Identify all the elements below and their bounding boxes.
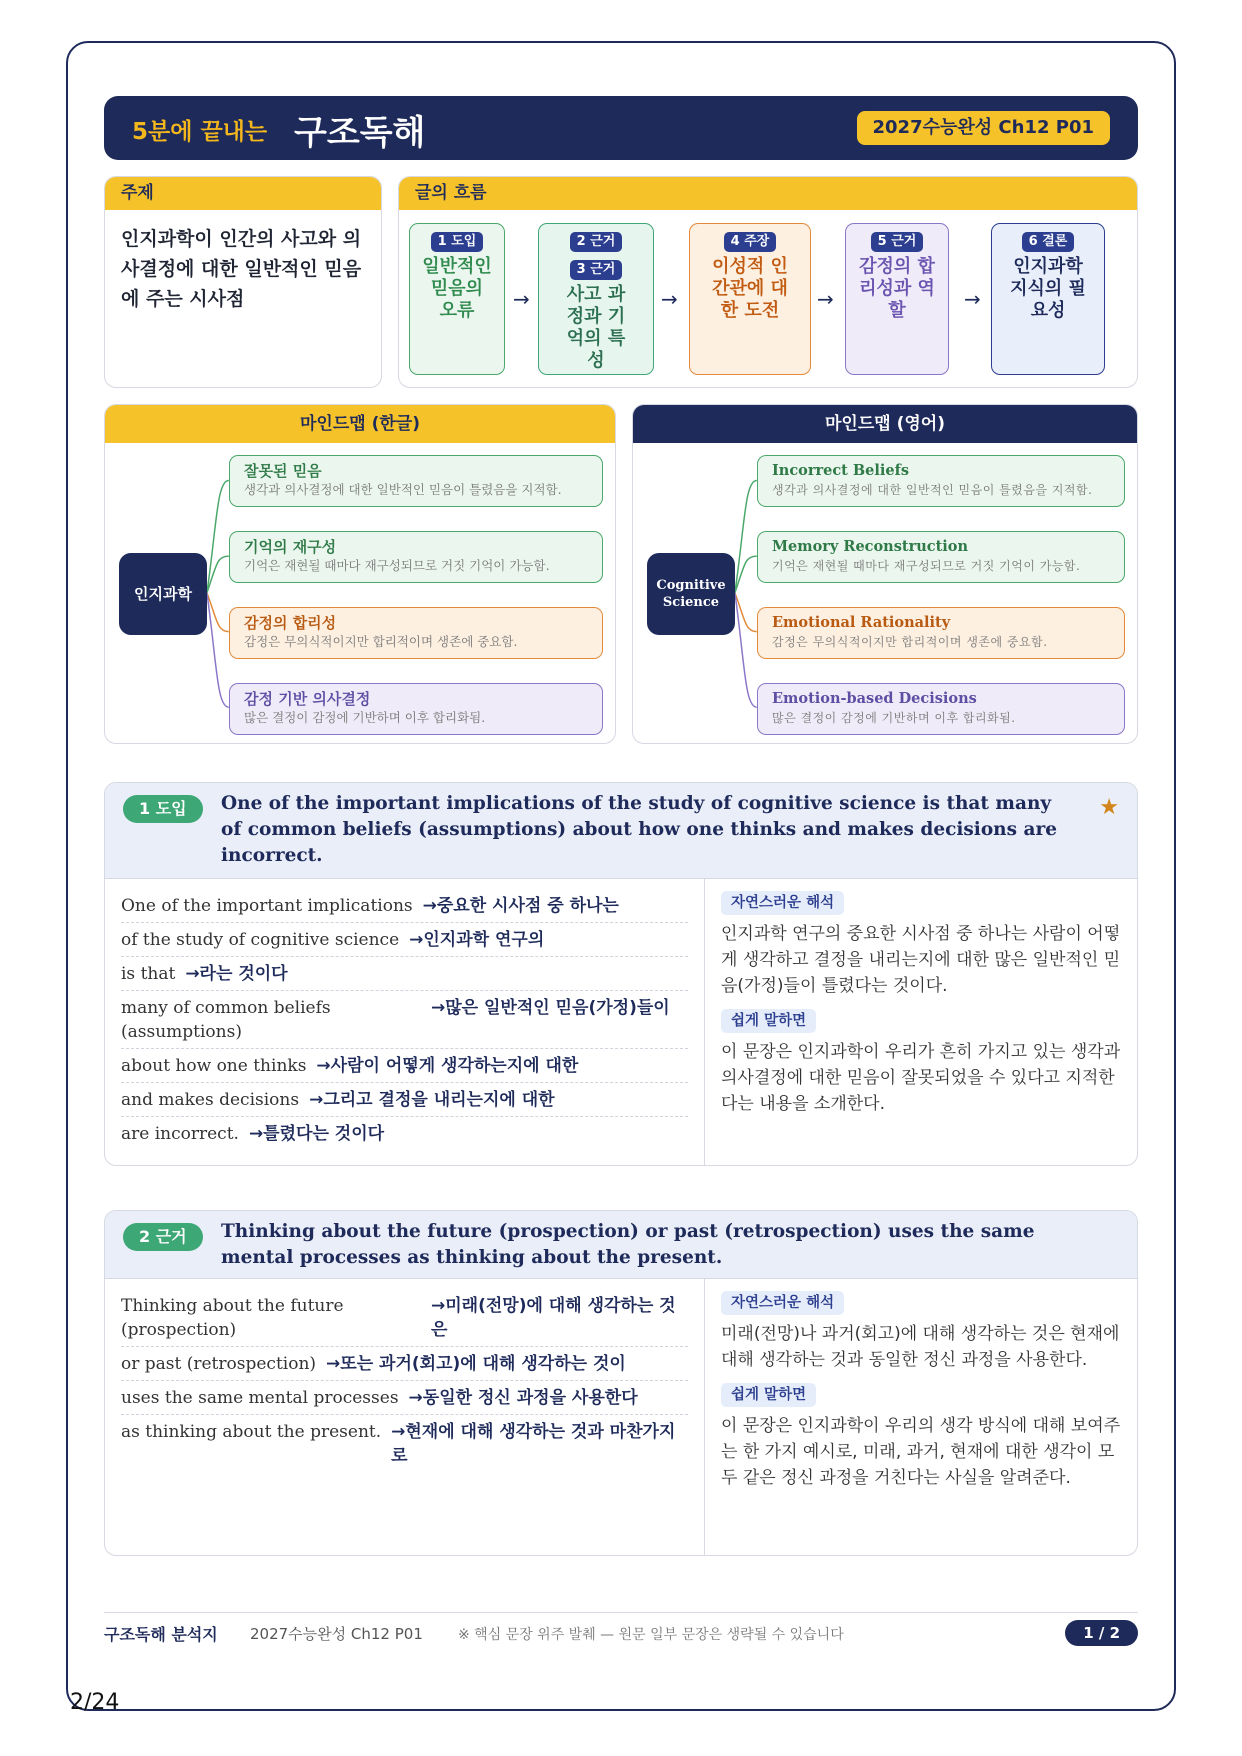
chunk-korean: →동일한 정신 과정을 사용한다	[408, 1388, 638, 1408]
interpretation-panel	[705, 879, 1137, 1165]
sentence-section-2	[104, 1210, 1138, 1556]
chunk-row	[121, 957, 688, 991]
flow-step-text: 인지과학 지식의 필요성	[1010, 256, 1086, 321]
theme-heading: 주제	[105, 177, 381, 210]
chunk-list	[105, 879, 705, 1165]
chunk-english: and makes decisions	[121, 1090, 300, 1110]
theme-text: 인지과학이 인간의 사고와 의사결정에 대한 일반적인 믿음에 주는 시사점	[121, 228, 362, 310]
chunk-korean: →틀렸다는 것이다	[248, 1124, 385, 1144]
flow-step-text: 사고 과정과 기억의 특성	[566, 284, 626, 371]
brand-subtitle: 5분에 끝내는	[132, 119, 268, 145]
mindmap-node-title: Incorrect Beliefs	[772, 462, 910, 479]
easy-explanation: 이 문장은 인지과학이 우리의 생각 방식에 대해 보여주는 한 가지 예시로, 미래, 과거, 현재에 대한 생각이 모두 같은 정신 과정을 거친다는 사실을 알려준다.	[721, 1416, 1121, 1488]
mindmap-node	[229, 531, 603, 583]
mindmap-node-title: 감정 기반 의사결정	[244, 690, 371, 708]
source-badge: 2027수능완성 Ch12 P01	[857, 111, 1111, 145]
chunk-english: uses the same mental processes	[121, 1388, 399, 1408]
theme-panel	[104, 176, 382, 388]
footer-source: 2027수능완성 Ch12 P01	[250, 1625, 423, 1643]
chunk-korean: →미래(전망)에 대해 생각하는 것은	[431, 1296, 676, 1340]
natural-translation: 인지과학 연구의 중요한 시사점 중 하나는 사람이 어떻게 생각하고 결정을 내리는지에 대한 많은 일반적인 믿음(가정)들이 틀렸다는 것이다.	[721, 924, 1121, 996]
chunk-row	[121, 991, 688, 1049]
chunk-row	[121, 1117, 688, 1150]
sentence-section-1	[104, 782, 1138, 1166]
mindmap-center-node	[647, 553, 735, 635]
mindmap-node	[757, 455, 1125, 507]
mindmap-node-title: 잘못된 믿음	[244, 462, 322, 480]
mindmap-node-desc: 감정은 무의식적이지만 합리적이며 생존에 중요함.	[244, 634, 518, 649]
flow-heading: 글의 흐름	[399, 177, 1137, 210]
chunk-korean: →그리고 결정을 내리는지에 대한	[309, 1090, 555, 1110]
header-banner	[104, 96, 1138, 160]
flow-arrow-icon: →	[661, 287, 678, 311]
easy-explanation-label: 쉽게 말하면	[721, 1383, 816, 1407]
footer-title: 구조독해 분석지	[104, 1625, 218, 1644]
mindmap-node-desc: 생각과 의사결정에 대한 일반적인 믿음이 틀렸음을 지적함.	[244, 482, 562, 497]
chunk-row	[121, 1049, 688, 1083]
chunk-english: or past (retrospection)	[121, 1354, 317, 1374]
sentence-english: Thinking about the future (prospection) or past (retrospection) uses the same mental processes as thinking about the present.	[221, 1221, 1035, 1268]
flow-step-evidence	[538, 223, 654, 375]
chunk-english: of the study of cognitive science	[121, 930, 400, 950]
flow-step-tag: 6 결론	[1022, 232, 1075, 252]
flow-step-tag: 3 근거	[570, 260, 623, 280]
chunk-english: One of the important implications	[121, 896, 413, 916]
chunk-english: many of common beliefs (assumptions)	[121, 998, 331, 1042]
chunk-korean: →사람이 어떻게 생각하는지에 대한	[316, 1056, 579, 1076]
chunk-row	[121, 1381, 688, 1415]
chunk-row	[121, 1347, 688, 1381]
chunk-row	[121, 889, 688, 923]
mindmap-node	[757, 607, 1125, 659]
mindmap-node-desc: 생각과 의사결정에 대한 일반적인 믿음이 틀렸음을 지적함.	[772, 483, 1093, 497]
star-icon: ★	[1099, 795, 1119, 820]
chunk-korean: →또는 과거(회고)에 대해 생각하는 것이	[326, 1354, 626, 1374]
mindmap-center-node: 인지과학	[119, 553, 207, 635]
chunk-korean: →현재에 대해 생각하는 것과 마찬가지로	[391, 1422, 676, 1466]
mindmap-korean	[104, 404, 616, 744]
mindmap-node	[229, 607, 603, 659]
sentence-role-tag: 1 도입	[123, 795, 203, 823]
mindmap-node	[757, 531, 1125, 583]
flow-step-text: 이성적 인간관에 대한 도전	[712, 256, 788, 321]
mindmap-english	[632, 404, 1138, 744]
flow-arrow-icon: →	[964, 287, 981, 311]
mindmap-center-line: Cognitive	[656, 578, 726, 593]
natural-translation-label: 자연스러운 해석	[721, 891, 844, 915]
chunk-english: about how one thinks	[121, 1056, 307, 1076]
chunk-english: are incorrect.	[121, 1124, 239, 1144]
mindmap-node-desc: 많은 결정이 감정에 기반하며 이후 합리화됨.	[244, 710, 486, 725]
mindmap-node-desc: 기억은 재현될 때마다 재구성되므로 거짓 기억이 가능함.	[772, 559, 1081, 573]
easy-explanation-label: 쉽게 말하면	[721, 1009, 816, 1033]
chunk-english: as thinking about the present.	[121, 1422, 382, 1442]
brand-title: 구조독해	[294, 113, 426, 153]
flow-step-evidence-5	[845, 223, 949, 375]
page-number-badge: 1 / 2	[1065, 1620, 1138, 1646]
chunk-row	[121, 1415, 688, 1472]
flow-step-tag: 1 도입	[431, 232, 484, 252]
mindmap-node	[757, 683, 1125, 735]
easy-explanation: 이 문장은 인지과학이 우리가 흔히 가지고 있는 생각과 의사결정에 대한 믿음이 잘못되었을 수 있다고 지적한다는 내용을 소개한다.	[721, 1042, 1121, 1114]
footer-note: ※ 핵심 문장 위주 발췌 — 원문 일부 문장은 생략될 수 있습니다	[458, 1627, 844, 1643]
mindmap-node-title: Emotion-based Decisions	[772, 690, 977, 707]
sentence-body	[105, 879, 1137, 1165]
chunk-korean: →많은 일반적인 믿음(가정)들이	[431, 998, 670, 1018]
mindmap-node-title: 감정의 합리성	[244, 614, 337, 632]
flow-step-claim	[689, 223, 811, 375]
chunk-korean: →중요한 시사점 중 하나는	[422, 896, 619, 916]
mindmap-node-desc: 기억은 재현될 때마다 재구성되므로 거짓 기억이 가능함.	[244, 558, 550, 573]
mindmap-node	[229, 455, 603, 507]
sentence-body	[105, 1279, 1137, 1555]
sentence-header	[105, 783, 1137, 879]
natural-translation: 미래(전망)나 과거(회고)에 대해 생각하는 것은 현재에 대해 생각하는 것과 동일한 정신 과정을 사용한다.	[721, 1324, 1120, 1370]
interpretation-panel	[705, 1279, 1137, 1555]
chunk-english: is that	[121, 964, 176, 984]
flow-panel	[398, 176, 1138, 388]
mindmap-node-title: Memory Reconstruction	[772, 538, 969, 555]
chunk-row	[121, 1083, 688, 1117]
flow-step-intro	[409, 223, 505, 375]
sentence-english: One of the important implications of the study of cognitive science is that many of common beliefs (assumptions) about how one thinks and makes decisions are incorrect.	[221, 793, 1057, 866]
flow-step-conclusion	[991, 223, 1105, 375]
mindmap-english-heading: 마인드맵 (영어)	[633, 405, 1137, 443]
mindmap-node-desc: 많은 결정이 감정에 기반하며 이후 합리화됨.	[772, 711, 1016, 725]
chunk-korean: →인지과학 연구의	[409, 930, 545, 950]
flow-step-tag: 2 근거	[570, 232, 623, 252]
viewer-page-indicator: 2/24	[70, 1690, 120, 1715]
sentence-role-tag: 2 근거	[123, 1223, 203, 1251]
chunk-list	[105, 1279, 705, 1555]
flow-step-text: 일반적인 믿음의 오류	[422, 256, 492, 321]
mindmap-korean-heading: 마인드맵 (한글)	[105, 405, 615, 443]
chunk-row	[121, 923, 688, 957]
chunk-row	[121, 1289, 688, 1347]
sentence-header	[105, 1211, 1137, 1279]
flow-step-text: 감정의 합리성과 역할	[859, 256, 935, 321]
footer-divider	[104, 1612, 1138, 1613]
mindmap-node-title: Emotional Rationality	[772, 614, 951, 631]
chunk-english: Thinking about the future (prospection)	[121, 1296, 344, 1340]
mindmap-node-desc: 감정은 무의식적이지만 합리적이며 생존에 중요함.	[772, 635, 1048, 649]
flow-arrow-icon: →	[817, 287, 834, 311]
natural-translation-label: 자연스러운 해석	[721, 1291, 844, 1315]
flow-step-tag: 4 주장	[724, 232, 777, 252]
mindmap-node-title: 기억의 재구성	[244, 538, 337, 556]
flow-arrow-icon: →	[513, 287, 530, 311]
mindmap-node	[229, 683, 603, 735]
chunk-korean: →라는 것이다	[185, 964, 288, 984]
flow-step-tag: 5 근거	[871, 232, 924, 252]
mindmap-center-line: Science	[662, 595, 720, 610]
